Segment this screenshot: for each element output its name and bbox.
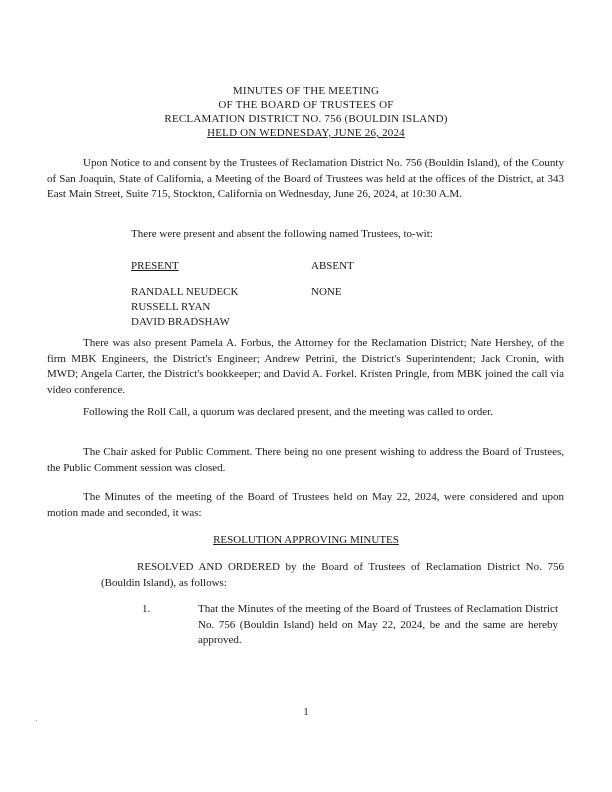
title-line-3: RECLAMATION DISTRICT NO. 756 (BOULDIN ISLAND) [164,113,448,125]
public-comment-paragraph: The Chair asked for Public Comment. There being no one present wishing to address the Board of Trustees, the Public Comment session was closed. [47,446,564,474]
resolution-item-number: 1. [142,603,151,615]
resolution-item-text: That the Minutes of the meeting of the Board of Trustees of Reclamation District No. 756 (Bouldin Island) held on May 22, 2024, be and the same are hereby approved. [198,603,558,646]
present-trustee: DAVID BRADSHAW [131,316,230,328]
page-number: 1 [303,706,309,718]
scan-speck [36,720,37,721]
resolution-heading: RESOLUTION APPROVING MINUTES [213,534,399,546]
title-line-1: MINUTES OF THE MEETING [232,85,380,97]
absent-trustee: NONE [311,286,342,298]
present-header: PRESENT [131,260,179,272]
roll-call-paragraph: Following the Roll Call, a quorum was declared present, and the meeting was called to order. [83,406,493,418]
also-present-paragraph: There was also present Pamela A. Forbus, the Attorney for the Reclamation District; Nate Hershey, of the firm MBK Engineers, the District's Engineer; Andrew Petrini, the District's Superintendent; Jack Cronin, with MWD; Angela Carter, the District's bookkeeper; and David A. Forkel. Kristen Pringle, from MBK joined the call via video conference. [47,337,564,396]
title-line-2: OF THE BOARD OF TRUSTEES OF [218,99,394,111]
minutes-title-block [0,84,612,140]
title-line-4: HELD ON WEDNESDAY, JUNE 26, 2024 [207,127,405,139]
intro-paragraph: Upon Notice to and consent by the Trustees of Reclamation District No. 756 (Bouldin Island), of the County of San Joaquin, State of California, a Meeting of the Board of Trustees was held at the offices of the District, at 343 East Main Street, Suite 715, Stockton, California on Wednesday, June 26, 2024, at 10:30 A.M. [47,157,564,200]
present-trustee: RANDALL NEUDECK [131,286,239,298]
present-trustee: RUSSELL RYAN [131,301,211,313]
absent-header: ABSENT [311,260,354,272]
resolved-paragraph: RESOLVED AND ORDERED by the Board of Trustees of Reclamation District No. 756 (Bouldin Island), as follows: [101,561,564,589]
minutes-paragraph: The Minutes of the meeting of the Board of Trustees held on May 22, 2024, were considered and upon motion made and seconded, it was: [47,491,564,519]
absent-column [311,259,354,300]
present-column [131,259,238,330]
attendance-intro: There were present and absent the following named Trustees, to-wit: [131,228,433,240]
